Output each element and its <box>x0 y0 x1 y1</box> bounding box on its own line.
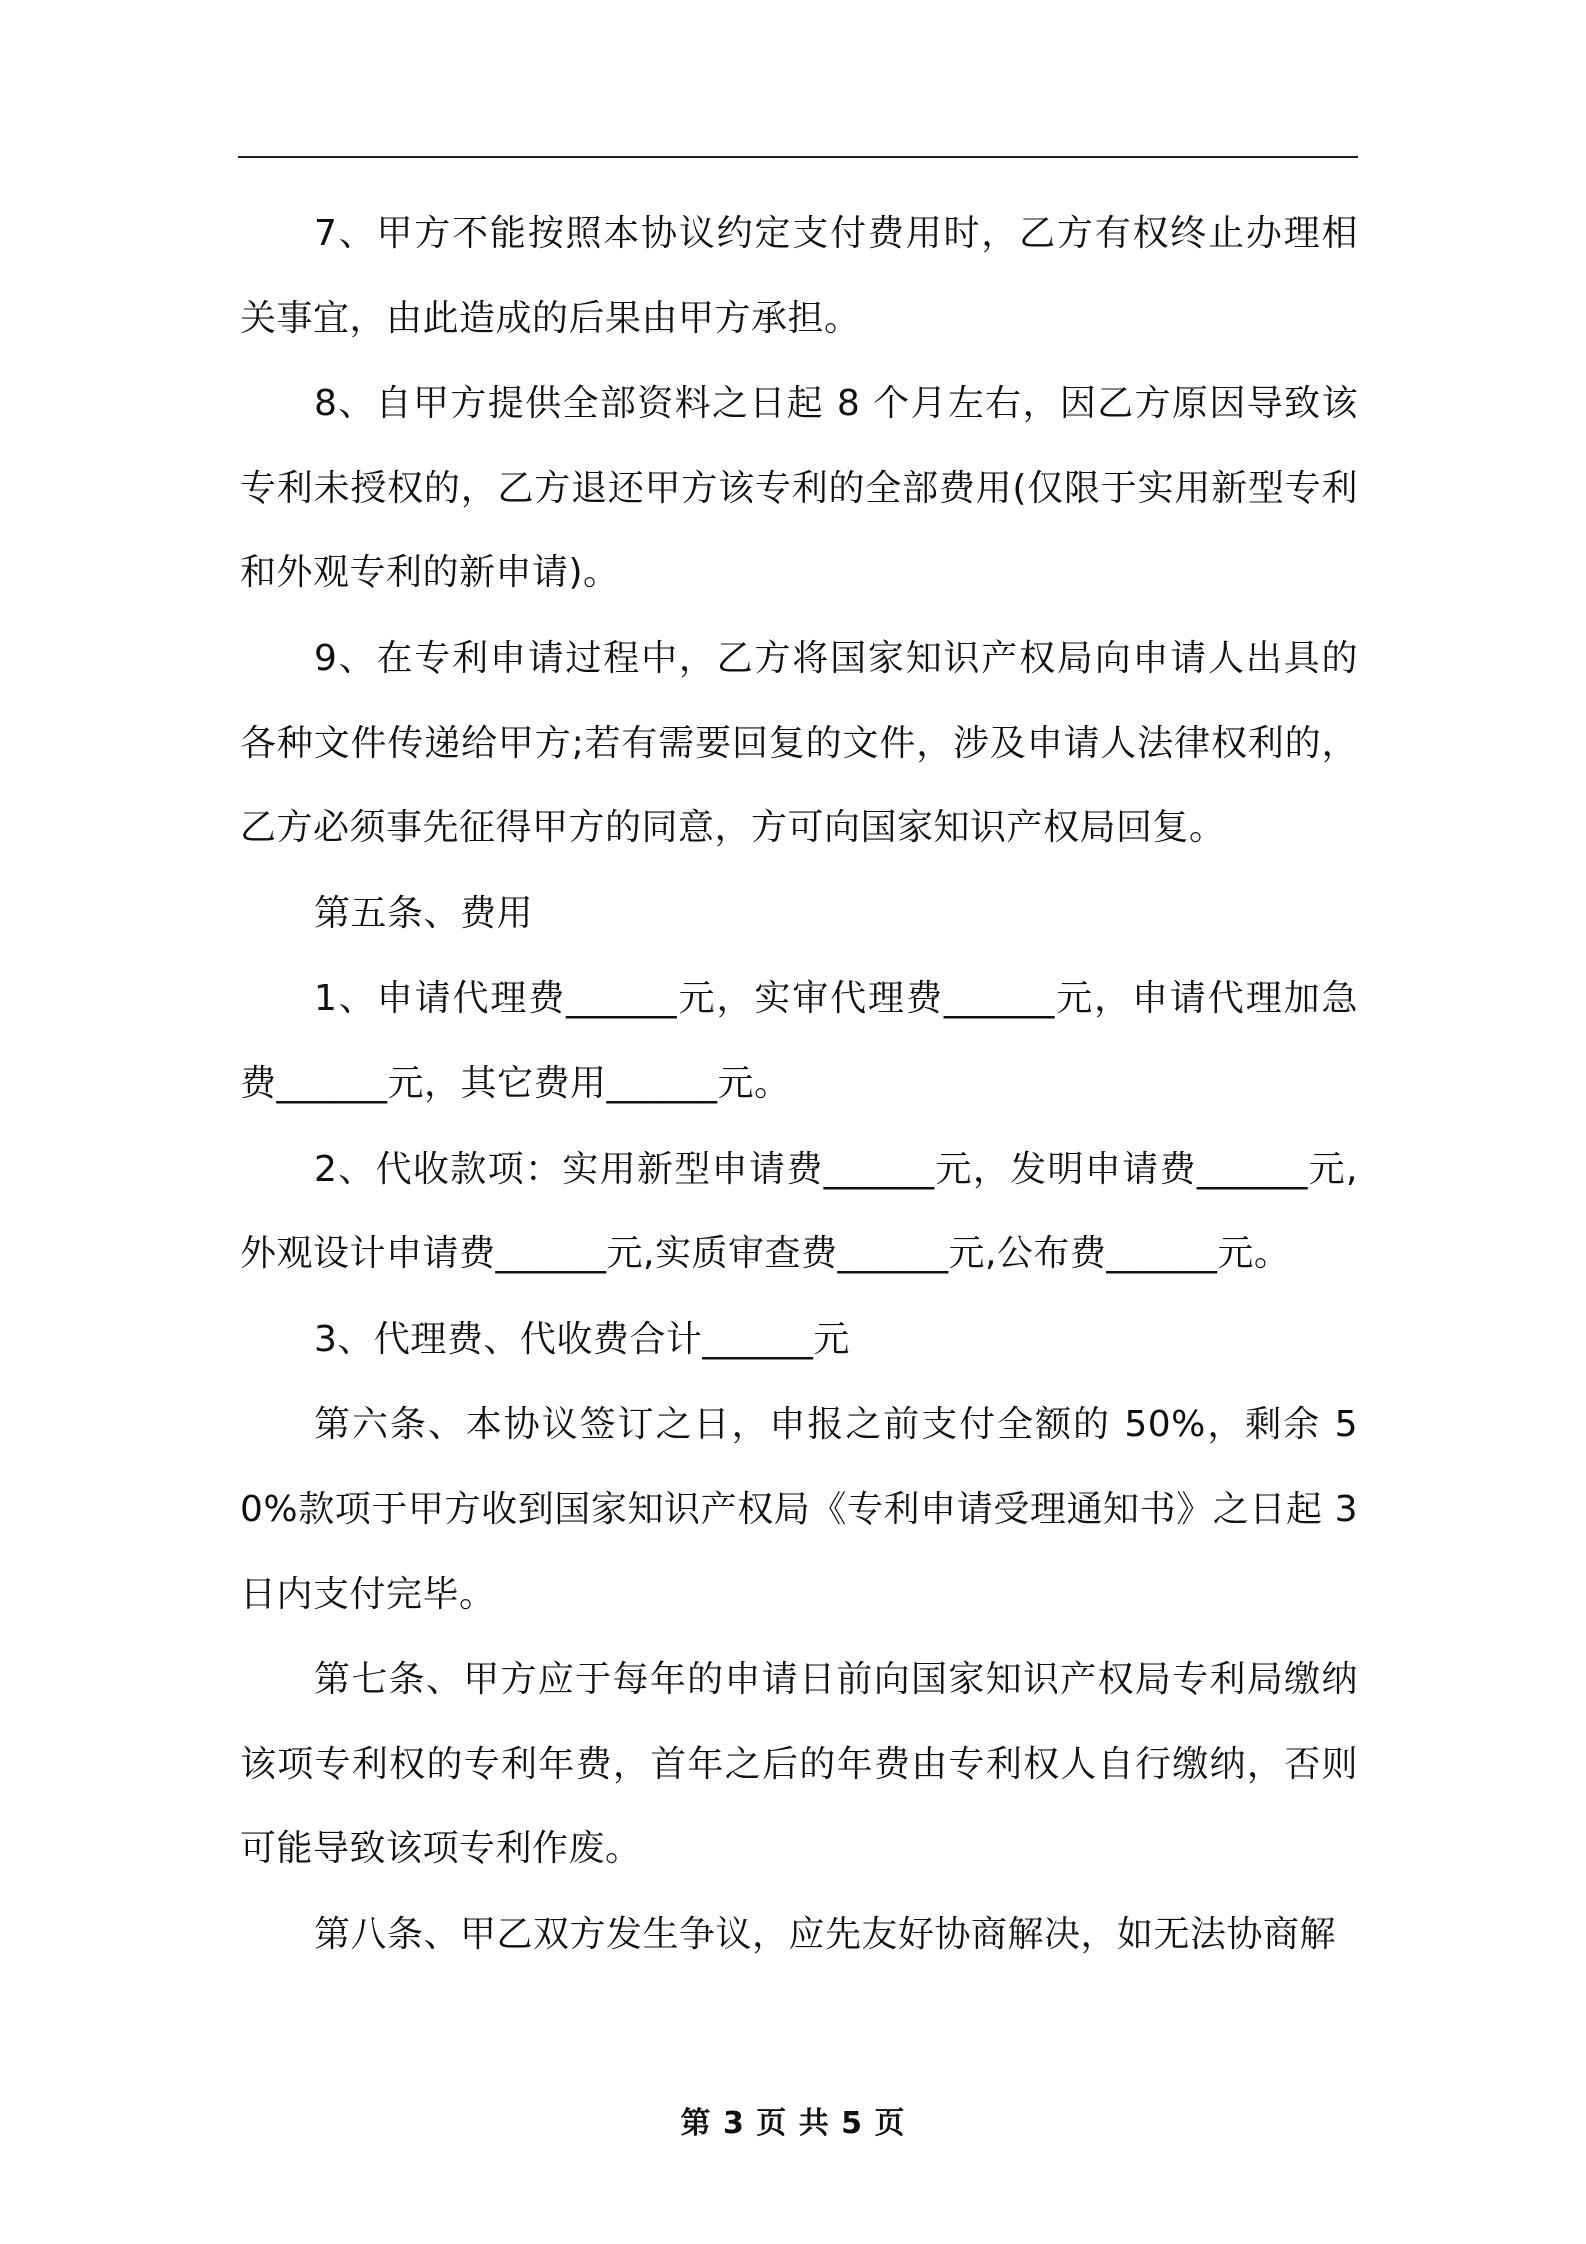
header-rule <box>238 156 1358 158</box>
page-number-footer: 第 3 页 共 5 页 <box>680 2106 906 2141</box>
fee-item-1: 1、申请代理费______元，实审代理费______元，申请代理加急费______元，其它费用______元。 <box>240 978 1358 1104</box>
article-5-heading: 第五条、费用 <box>314 892 534 934</box>
article-7-annual-fee: 第七条、甲方应于每年的申请日前向国家知识产权局专利局缴纳该项专利权的专利年费，首年之后的年费由专利权人自行缴纳，否则可能导致该项专利作废。 <box>240 1659 1358 1870</box>
fee-item-3: 3、代理费、代收费合计______元 <box>314 1318 850 1360</box>
article-6-payment-terms: 第六条、本协议签订之日，申报之前支付全额的 50%，剩余 50%款项于甲方收到国家知识产权局《专利申请受理通知书》之日起 3 日内支付完毕。 <box>240 1404 1358 1615</box>
clause-8-refund: 8、自甲方提供全部资料之日起 8 个月左右，因乙方原因导致该专利未授权的，乙方退还甲方该专利的全部费用(仅限于实用新型专利和外观专利的新申请)。 <box>240 383 1358 594</box>
article-8-disputes: 第八条、甲乙双方发生争议，应先友好协商解决，如无法协商解 <box>314 1913 1337 1955</box>
fee-item-2: 2、代收款项：实用新型申请费______元，发明申请费______元,外观设计申请费______元,实质审查费______元,公布费______元。 <box>240 1148 1358 1275</box>
document-body <box>240 192 1358 1978</box>
clause-7-payment-failure: 7、甲方不能按照本协议约定支付费用时，乙方有权终止办理相关事宜，由此造成的后果由甲方承担。 <box>240 213 1358 339</box>
clause-9-documents: 9、在专利申请过程中，乙方将国家知识产权局向申请人出具的各种文件传递给甲方;若有需要回复的文件，涉及申请人法律权利的，乙方必须事先征得甲方的同意，方可向国家知识产权局回复。 <box>240 637 1358 849</box>
